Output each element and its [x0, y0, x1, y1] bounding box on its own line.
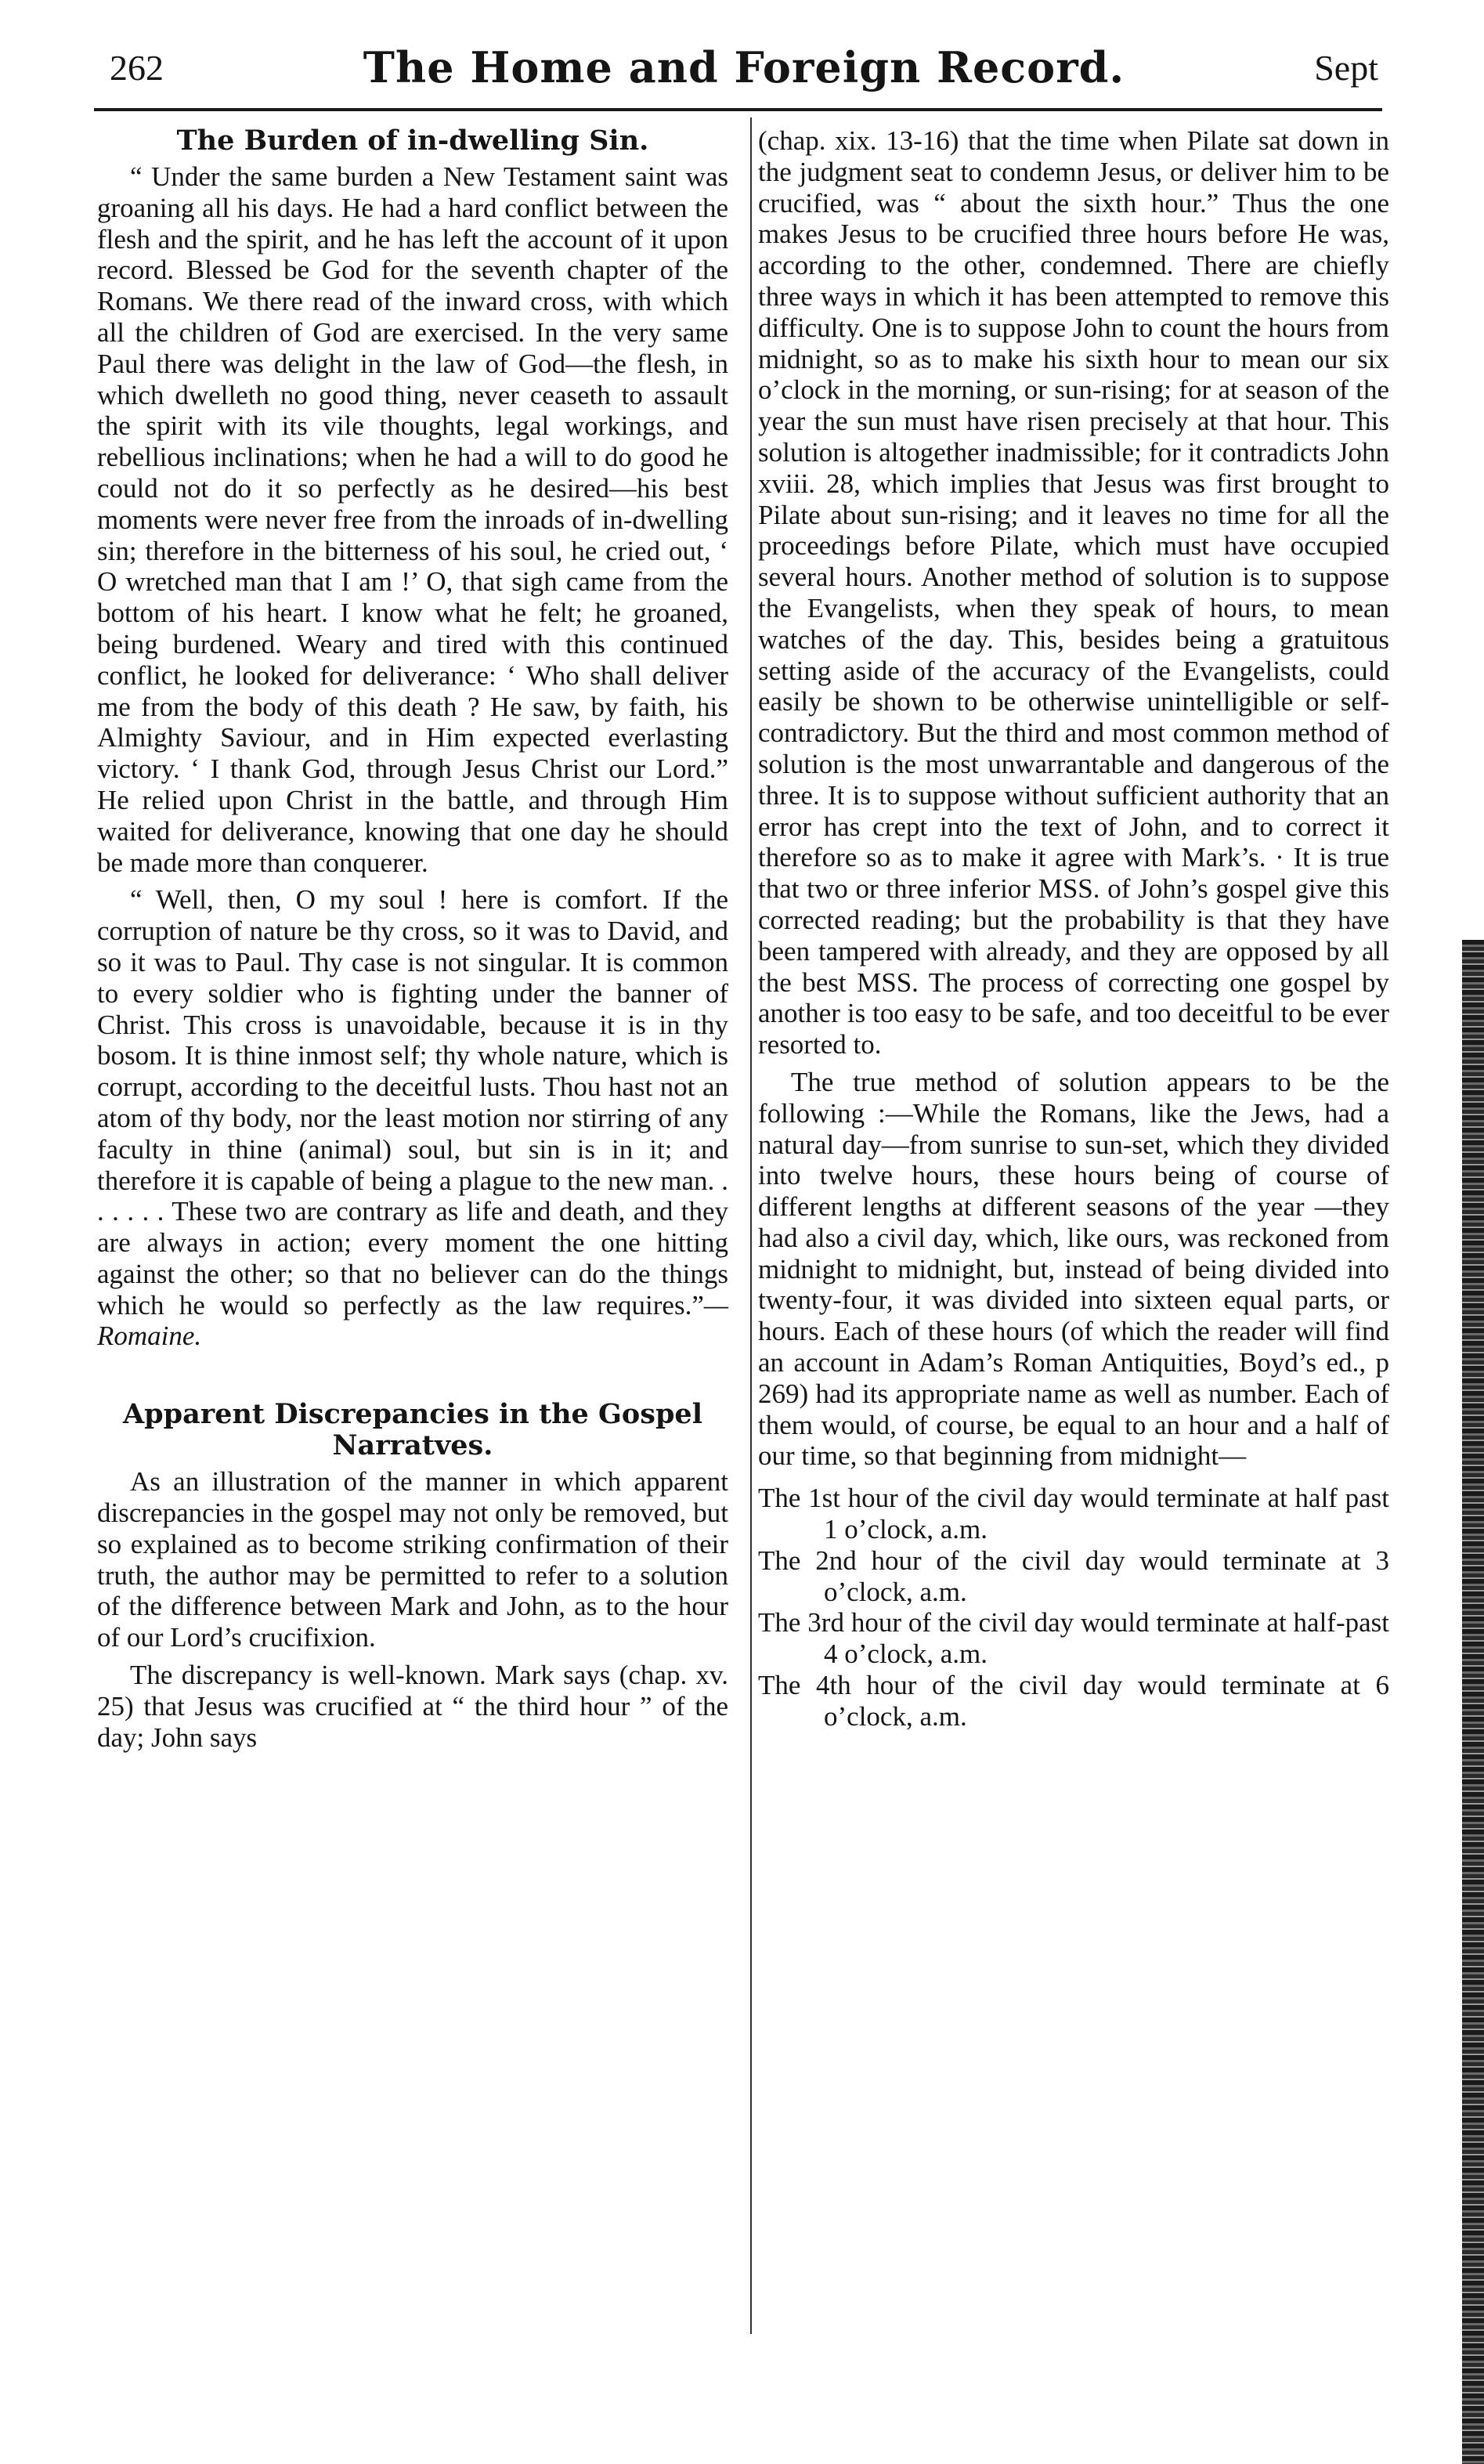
article-paragraph: The discrepancy is well-known. Mark says (chap. xv. 25) that Jesus was crucified at “ the third hour ” of the day; John says [97, 1660, 728, 1753]
article-paragraph-continued: (chap. xix. 13-16) that the time when Pilate sat down in the judgment seat to condemn Jesus, or deliver him to be crucified, was “ about the sixth hour.” Thus the one makes Jesus to be crucified three hours before He was, according to the other, condemned. There are chiefly three ways in which it has been attempted to remove this difficulty. One is to suppose John to count the hours from midnight, so as to make his sixth hour to mean our six o’clock in the morning, or sun-rising; for at season of the year the sun must have risen precisely at that hour. This solution is altogether inadmissible; for it contradicts John xviii. 28, which implies that Jesus was first brought to Pilate about sun-rising; and it leaves no time for all the proceedings before Pilate, which must have occupied several hours. Another method of solution is to suppose the Evangelists, when they speak of hours, to mean watches of the day. This, besides being a gratuitous setting aside of the accuracy of the Evangelists, could easily be shown to be otherwise unintelligible or self-contradictory. But the third and most common method of solution is the most unwarrantable and dangerous of the three. It is to suppose without sufficient authority that an error has crept into the text of John, and to correct it therefore so as to make it agree with Mark’s. · It is true that two or three inferior MSS. of John’s gospel give this corrected reading; but the probability is that they have been tampered with already, and they are opposed by all the best MSS. The process of correcting one gospel by another is too easy to be safe, and too deceitful to be ever resorted to. [758, 125, 1389, 1060]
page-header [110, 42, 1378, 102]
column-divider [750, 117, 752, 2334]
section-gap [97, 1358, 728, 1399]
article-paragraph [97, 884, 728, 1352]
article-paragraph-text: “ Well, then, O my soul ! here is comfort. If the corruption of nature be thy cross, so it was to David, and so it was to Paul. Thy case is not singular. It is common to every soldier who is fighting under the banner of Christ. This cross is unavoidable, because it is in thy bosom. It is thine inmost self; thy whole nature, which is corrupt, according to the deceitful lusts. Thou hast not an atom of thy body, nor the least motion nor stirring of any faculty in thine (animal) soul, but sin is in it; and therefore it is capable of being a plague to the new man. . . . . . . These two are contrary as life and death, and they are always in action; every moment the one hitting against the other; so that no believer can do the things which he would so perfectly as the law requires.” [97, 884, 728, 1321]
article-citation: —Romaine. [97, 1289, 728, 1352]
page-edge-scan-artifact [1462, 940, 1484, 2464]
page-number: 262 [110, 48, 164, 88]
running-head-month: Sept [1314, 48, 1378, 88]
header-rule [94, 108, 1382, 111]
civil-hour-item: The 2nd hour of the civil day would terminate at 3 o’clock, a.m. [758, 1545, 1389, 1607]
civil-hour-item: The 1st hour of the civil day would terminate at half past 1 o’clock, a.m. [758, 1483, 1389, 1545]
article-paragraph: As an illustration of the manner in which apparent discrepancies in the gospel may not only be removed, but so explained as to become striking confirmation of their truth, the author may be permitted to refer to a solution of the difference between Mark and John, as to the hour of our Lord’s crucifixion. [97, 1466, 728, 1653]
right-column [758, 125, 1389, 1732]
article-paragraph: The true method of solution appears to be the following :—While the Romans, like the Jews, had a natural day—from sunrise to sun-set, which they divided into twelve hours, these hours being of course of different lengths at different seasons of the year —they had also a civil day, which, like ours, was reckoned from midnight to midnight, but, instead of being divided into twenty-four, it was divided into sixteen equal parts, or hours. Each of these hours (of which the reader will find an account in Adam’s Roman Antiquities, Boyd’s ed., p 269) had its appropriate name as well as number. Each of them would, of course, be equal to an hour and a half of our time, so that beginning from midnight— [758, 1066, 1389, 1472]
publication-title: The Home and Foreign Record. [363, 42, 1125, 92]
civil-hour-item: The 4th hour of the civil day would terminate at 6 o’clock, a.m. [758, 1670, 1389, 1732]
article-title-discrepancies: Apparent Discrepancies in the Gospel Narratves. [123, 1398, 702, 1462]
civil-hours-list [758, 1483, 1389, 1732]
article-paragraph: “ Under the same burden a New Testament saint was groaning all his days. He had a hard conflict between the flesh and the spirit, and he has left the account of it upon record. Blessed be God for the seventh chapter of the Romans. We there read of the inward cross, with which all the children of God are exercised. In the very same Paul there was delight in the law of God—the flesh, in which dwelleth no good thing, never ceaseth to assault the spirit with its vile thoughts, legal workings, and rebellious inclinations; when he had a will to do good he could not do it so perfectly as he desired—his best moments were never free from the inroads of in-dwelling sin; therefore in the bitterness of his soul, he cried out, ‘ O wretched man that I am !’ O, that sigh came from the bottom of his heart. I know what he felt; he groaned, being burdened. Weary and tired with this continued conflict, he looked for deliverance: ‘ Who shall deliver me from the body of this death ? He saw, by faith, his Almighty Saviour, and in Him expected everlasting victory. ‘ I thank God, through Jesus Christ our Lord.” He relied upon Christ in the battle, and through Him waited for deliverance, knowing that one day he should be made more than conquerer. [97, 161, 728, 878]
article-title-burden: The Burden of in-dwelling Sin. [176, 125, 649, 157]
civil-hour-item: The 3rd hour of the civil day would terminate at half-past 4 o’clock, a.m. [758, 1607, 1389, 1670]
left-column [97, 125, 728, 1759]
